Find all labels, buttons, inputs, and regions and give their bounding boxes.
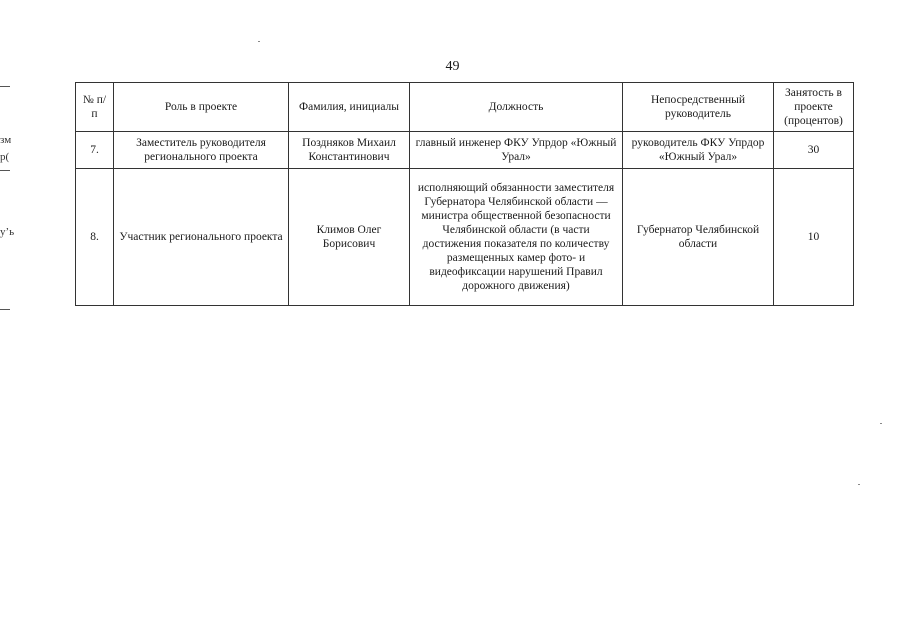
cell-employment: 30 [774,132,854,169]
cell-position: исполняющий обязанности заместителя Губернатора Челябинской области — министра общественной безопасности Челябинской области (в части достижения показателя по количеству размещенных камер фото- и видеофиксации нарушений Правил дорожного движения) [410,169,623,306]
cell-position: главный инженер ФКУ Упрдор «Южный Урал» [410,132,623,169]
scan-speck [258,41,260,42]
column-header-name: Фамилия, инициалы [289,83,410,132]
table-row [76,169,854,306]
cell-role: Участник регионального проекта [114,169,289,306]
margin-rule [0,170,10,171]
scan-speck [880,423,882,424]
margin-fragment: у’ь [0,226,15,238]
table-row [76,132,854,169]
project-staff-table [75,82,854,306]
column-header-supervisor: Непосредственный руководитель [623,83,774,132]
column-header-position: Должность [410,83,623,132]
cell-employment: 10 [774,169,854,306]
page-number: 49 [445,59,460,74]
column-header-role: Роль в проекте [114,83,289,132]
column-header-employment: Занятость в проекте (процентов) [774,83,854,132]
margin-rule [0,86,10,87]
cell-role: Заместитель руководителя регионального проекта [114,132,289,169]
scan-speck [858,484,860,485]
cell-number: 8. [76,169,114,306]
margin-fragment: р( [0,151,10,163]
cell-name: Климов Олег Борисович [289,169,410,306]
cell-supervisor: руководитель ФКУ Упрдор «Южный Урал» [623,132,774,169]
margin-fragment: зм [0,134,12,146]
cell-supervisor: Губернатор Челябинской области [623,169,774,306]
cell-number: 7. [76,132,114,169]
table-header-row [76,83,854,132]
margin-rule [0,309,10,310]
cell-name: Поздняков Михаил Константинович [289,132,410,169]
column-header-number: № п/п [76,83,114,132]
